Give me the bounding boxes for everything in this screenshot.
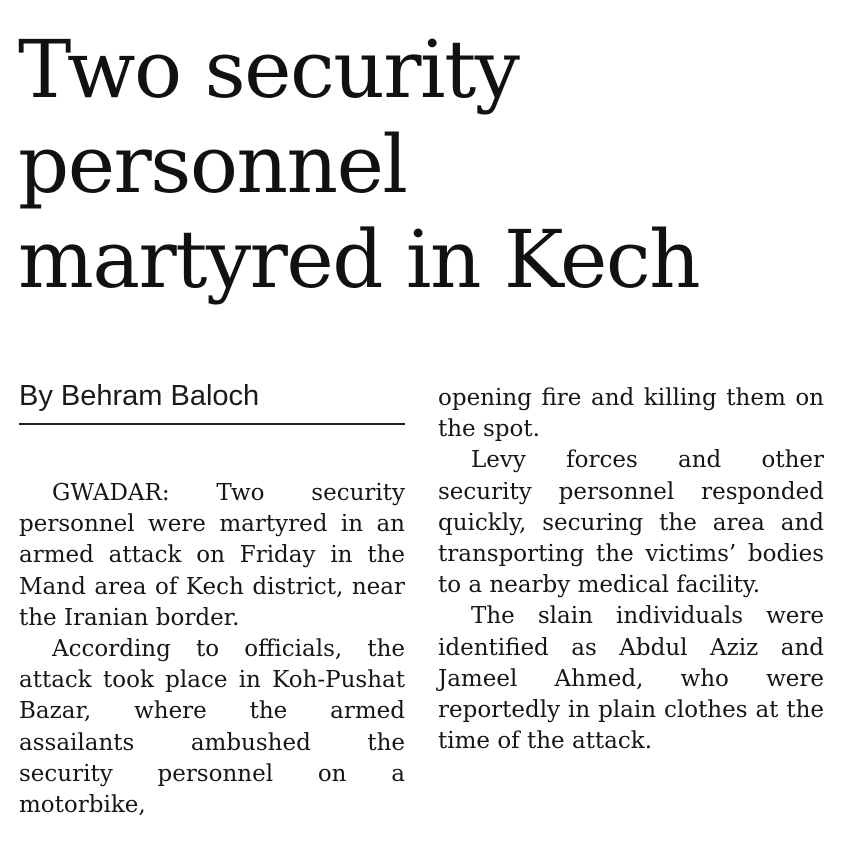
byline-divider [19,423,405,425]
headline-line: personnel [18,118,407,211]
article-column-2 [438,383,824,757]
headline-line: martyred in Kech [18,213,700,306]
headline-line: Two security [18,23,519,116]
article-column-1 [19,478,405,821]
paragraph-continued: opening fire and killing them on the spot. [438,385,824,443]
byline: By Behram Baloch [19,380,260,412]
paragraph: Levy forces and other security personnel responded quickly, securing the area and transporting the victims’ bodies to a nearby medical facility. [438,447,824,599]
paragraph: The slain individuals were identified as Abdul Aziz and Jameel Ahmed, who were reportedly in plain clothes at the time of the attack. [438,603,824,755]
paragraph: GWADAR: Two security personnel were martyred in an armed attack on Friday in the Mand area of Kech district, near the Iranian border. [19,480,405,631]
headline [18,22,828,307]
paragraph: According to officials, the attack took place in Koh-Pushat Bazar, where the armed assailants ambushed the security personnel on a motorbike, [19,636,405,819]
